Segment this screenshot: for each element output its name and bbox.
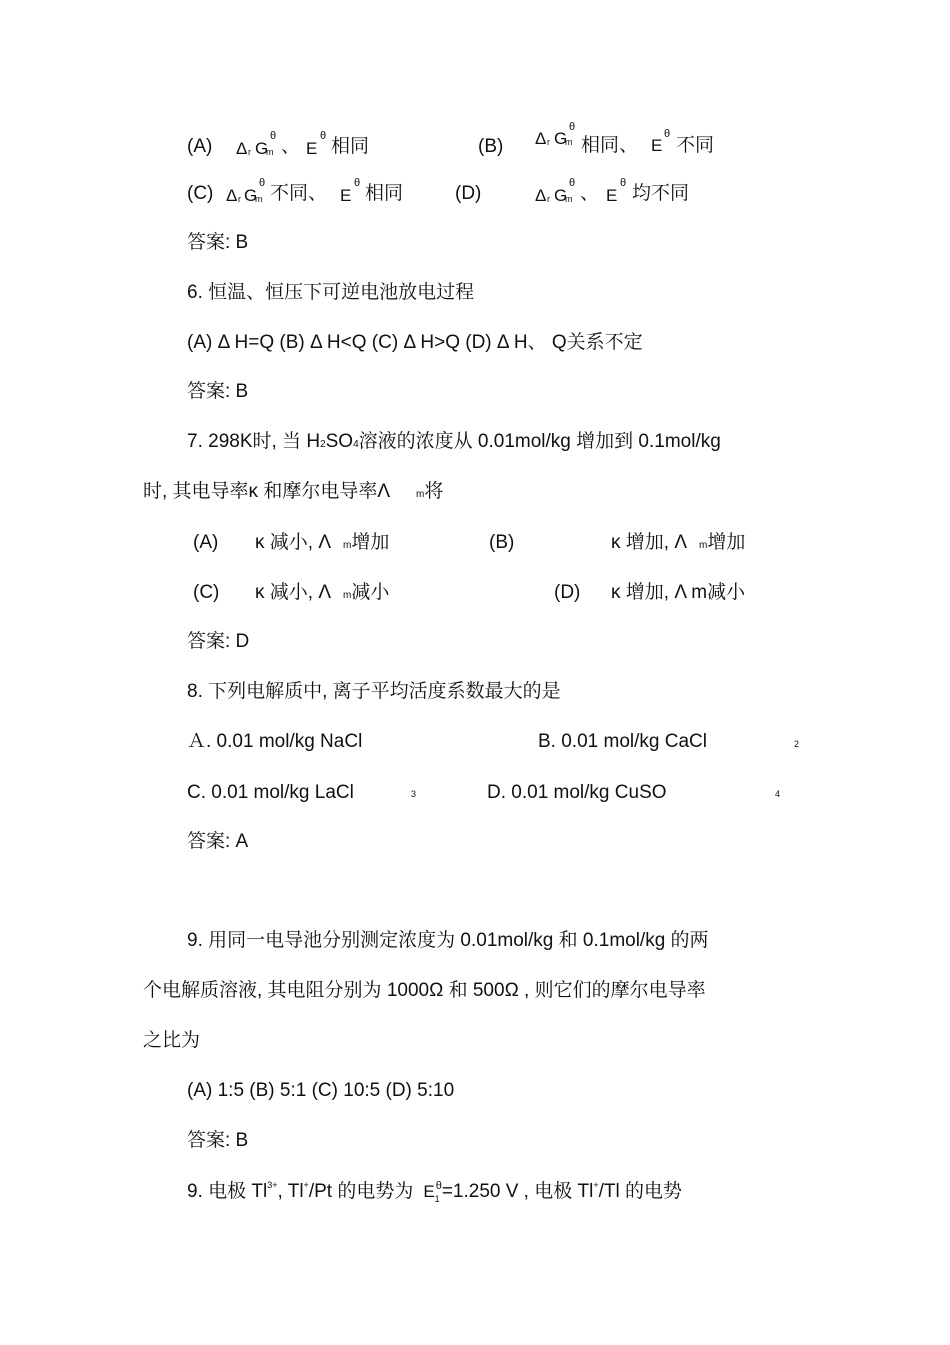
theta-superscript: θ <box>259 177 266 189</box>
q8-option-a: Ａ. 0.01 mol/kg NaCl <box>187 731 363 752</box>
subscript: m <box>266 147 274 157</box>
q9a-options: (A) 1:5 (B) 5:1 (C) 10:5 (D) 5:10 <box>187 1080 455 1101</box>
subscript: 4 <box>775 789 781 799</box>
q7-option-c-text: κ 减小, Λ m减小 <box>255 582 390 603</box>
q7-stem-line2: 时, 其电导率κ 和摩尔电导率Λ m将 <box>143 481 444 502</box>
q5-option-b-text: 相同、 <box>581 135 639 156</box>
delta-symbol: Δ <box>236 139 248 158</box>
q9a-stem-line2: 个电解质溶液, 其电阻分别为 1000Ω 和 500Ω , 则它们的摩尔电导率 <box>143 980 706 1001</box>
q6-options: (A) Δ H=Q (B) Δ H<Q (C) Δ H>Q (D) Δ H、 Q关系不定 <box>187 332 643 353</box>
q7-option-a-label: (A) <box>193 532 219 553</box>
subscript: r <box>547 194 550 204</box>
q6-answer: 答案: B <box>187 381 249 402</box>
gibbs-symbol: G <box>255 139 269 158</box>
emf-symbol: E <box>340 186 352 205</box>
q7-option-b-text: κ 增加, Λ m增加 <box>611 532 746 553</box>
q5-option-a-text: 相同 <box>331 136 370 157</box>
gibbs-symbol: G <box>554 129 568 148</box>
theta-superscript: θ <box>320 130 327 142</box>
q5-option-c-text2: 相同 <box>365 183 404 204</box>
q7-option-b-label: (B) <box>489 532 515 553</box>
gibbs-symbol: G <box>554 186 568 205</box>
subscript: m <box>255 194 263 204</box>
q8-option-b: B. 0.01 mol/kg CaCl <box>538 731 707 752</box>
q5-option-d-label: (D) <box>455 183 482 204</box>
subscript: r <box>238 194 241 204</box>
q5-option-a-label: (A) <box>187 136 213 157</box>
q5-answer: 答案: B <box>187 232 249 253</box>
q9b-stem: 9. 电极 $Tl^{3+}$, Tl+/Pt 的电势为 $E_1^\theta=1.250$ V , 电极 Tl+/Tl 的电势 <box>187 1180 683 1204</box>
q9a-answer: 答案: B <box>187 1130 249 1151</box>
emf-symbol: E <box>306 139 318 158</box>
subscript: m <box>565 137 573 147</box>
separator: 、 <box>281 136 301 157</box>
q5-option-d-text: 均不同 <box>632 183 690 204</box>
q5-option-b-text2: 不同 <box>676 135 715 156</box>
q7-option-d-text: κ 增加, Λ m减小 <box>611 582 746 603</box>
q9a-stem-line3: 之比为 <box>143 1030 201 1051</box>
q8-answer: 答案: A <box>187 831 249 852</box>
q5-option-c-label: (C) <box>187 183 214 204</box>
delta-symbol: Δ <box>226 186 238 205</box>
delta-symbol: Δ <box>535 129 547 148</box>
theta-superscript: θ <box>620 177 627 189</box>
q7-option-a-text: κ 减小, Λ m增加 <box>255 532 390 553</box>
q8-option-c: C. 0.01 mol/kg LaCl <box>187 782 354 803</box>
subscript: r <box>547 137 550 147</box>
theta-superscript: θ <box>664 128 671 140</box>
emf-symbol: E <box>651 136 663 155</box>
theta-superscript: θ <box>270 130 277 142</box>
separator: 、 <box>580 183 600 204</box>
q7-stem-line1: 7. 298K时, 当 H2SO4溶液的浓度从 0.01mol/kg 增加到 0.1mol/kg <box>187 431 721 452</box>
theta-superscript: θ <box>569 177 576 189</box>
theta-superscript: θ <box>354 177 361 189</box>
q6-stem: 6. 恒温、恒压下可逆电池放电过程 <box>187 282 475 303</box>
q8-option-d: D. 0.01 mol/kg CuSO <box>487 782 667 803</box>
q7-answer: 答案: D <box>187 631 250 652</box>
emf-symbol: E <box>606 186 618 205</box>
subscript: m <box>565 194 573 204</box>
subscript: 3 <box>411 789 417 799</box>
q9a-stem-line1: 9. 用同一电导池分别测定浓度为 0.01mol/kg 和 0.1mol/kg 的两 <box>187 930 709 951</box>
subscript: 2 <box>794 739 800 749</box>
q5-option-c-text: 不同、 <box>270 183 328 204</box>
q8-stem: 8. 下列电解质中, 离子平均活度系数最大的是 <box>187 681 561 702</box>
subscript: r <box>248 147 251 157</box>
theta-superscript: θ <box>569 121 576 133</box>
q7-option-c-label: (C) <box>193 582 220 603</box>
q5-option-b-label: (B) <box>478 136 504 157</box>
gibbs-symbol: G <box>244 186 258 205</box>
delta-symbol: Δ <box>535 186 547 205</box>
q7-option-d-label: (D) <box>554 582 581 603</box>
